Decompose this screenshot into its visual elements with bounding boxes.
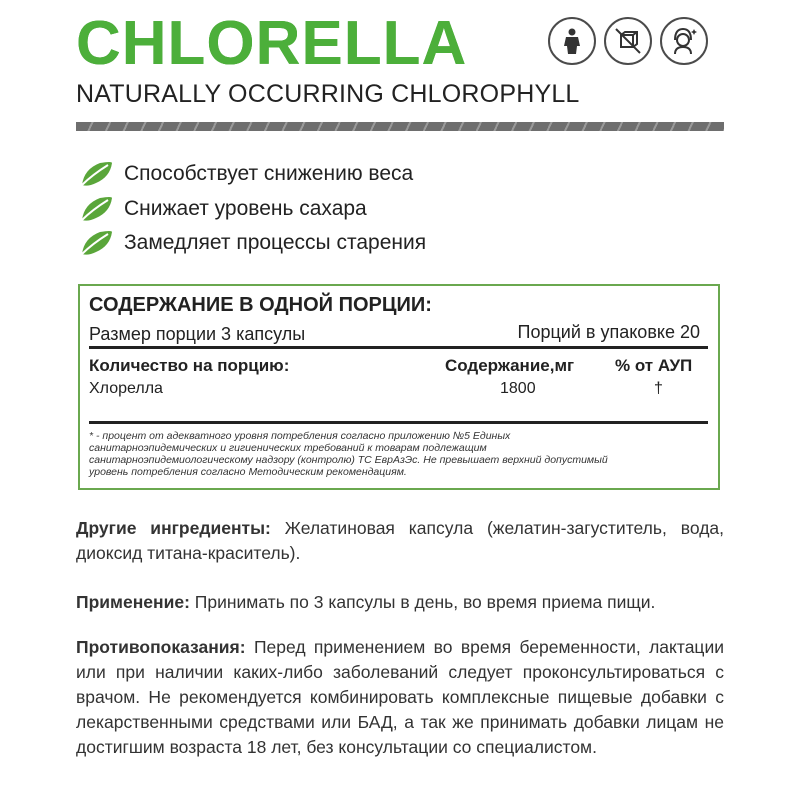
servings-per-container: Порций в упаковке 20 bbox=[517, 322, 700, 342]
leaf-icon bbox=[78, 159, 114, 189]
col-amount-header: Количество на порцию: bbox=[89, 356, 290, 375]
leaf-icon bbox=[78, 194, 114, 224]
col-dv-header: % от АУП bbox=[615, 356, 693, 375]
col-content-header: Содержание,мг bbox=[445, 356, 575, 375]
serving-size: Размер порции 3 капсулы bbox=[89, 324, 306, 344]
facts-divider bbox=[89, 346, 708, 349]
vegan-icon bbox=[548, 17, 596, 65]
benefit-item bbox=[78, 194, 367, 224]
facts-divider bbox=[89, 421, 708, 424]
usage-label: Применение: bbox=[76, 592, 190, 612]
facts-title: СОДЕРЖАНИЕ В ОДНОЙ ПОРЦИИ: bbox=[89, 294, 432, 316]
product-subtitle: NATURALLY OCCURRING CHLOROPHYLL bbox=[76, 80, 580, 108]
ingredient-name: Хлорелла bbox=[89, 380, 163, 397]
ingredient-value: 1800 bbox=[500, 380, 536, 397]
benefit-item bbox=[78, 228, 426, 258]
usage-text: Принимать по 3 капсулы в день, во время приема пищи. bbox=[189, 592, 656, 612]
ingredients-text: Желатиновая капсула (желатин-загуститель, вода, диоксид титана-краситель). bbox=[76, 518, 724, 563]
header-divider bbox=[76, 122, 724, 131]
contraindications-paragraph bbox=[76, 635, 724, 760]
benefit-text: Замедляет процессы старения bbox=[124, 231, 427, 254]
benefit-text: Способствует снижению веса bbox=[124, 162, 414, 185]
usage-paragraph bbox=[76, 590, 724, 615]
leaf-icon bbox=[78, 228, 114, 258]
ingredients-paragraph bbox=[76, 516, 724, 566]
beauty-icon bbox=[660, 17, 708, 65]
ingredients-label: Другие ингредиенты: bbox=[76, 518, 271, 538]
ingredient-dv: † bbox=[654, 380, 663, 397]
contraindications-label: Противопоказания: bbox=[76, 637, 246, 657]
benefit-item bbox=[78, 159, 413, 189]
product-title: CHLORELLA bbox=[76, 9, 468, 78]
facts-footnote: * - процент от адекватного уровня потребления согласно приложению №5 Единых санитарноэпидемических и гигиенических требований к товарам подлежащим санитарноэпидемиологическому надзору (контролю) ТС ЕврАзЭс. Не превышает верхний допустимый уровень потребления согласно Методическим рекомендациям. bbox=[89, 430, 608, 478]
supplement-facts-panel bbox=[78, 284, 720, 490]
contraindications-text: Перед применением во время беременности, лактации или при наличии каких-либо заболеваний следует проконсультироваться с врачом. Не рекомендуется комбинировать комплексные пищевые добавки с лекарственными средствами или БАД, а так же принимать добавки лицам не достигшим возраста 18 лет, без консультации со специалистом. bbox=[76, 637, 724, 757]
benefit-text: Снижает уровень сахара bbox=[124, 197, 367, 220]
no-sugar-icon bbox=[604, 17, 652, 65]
